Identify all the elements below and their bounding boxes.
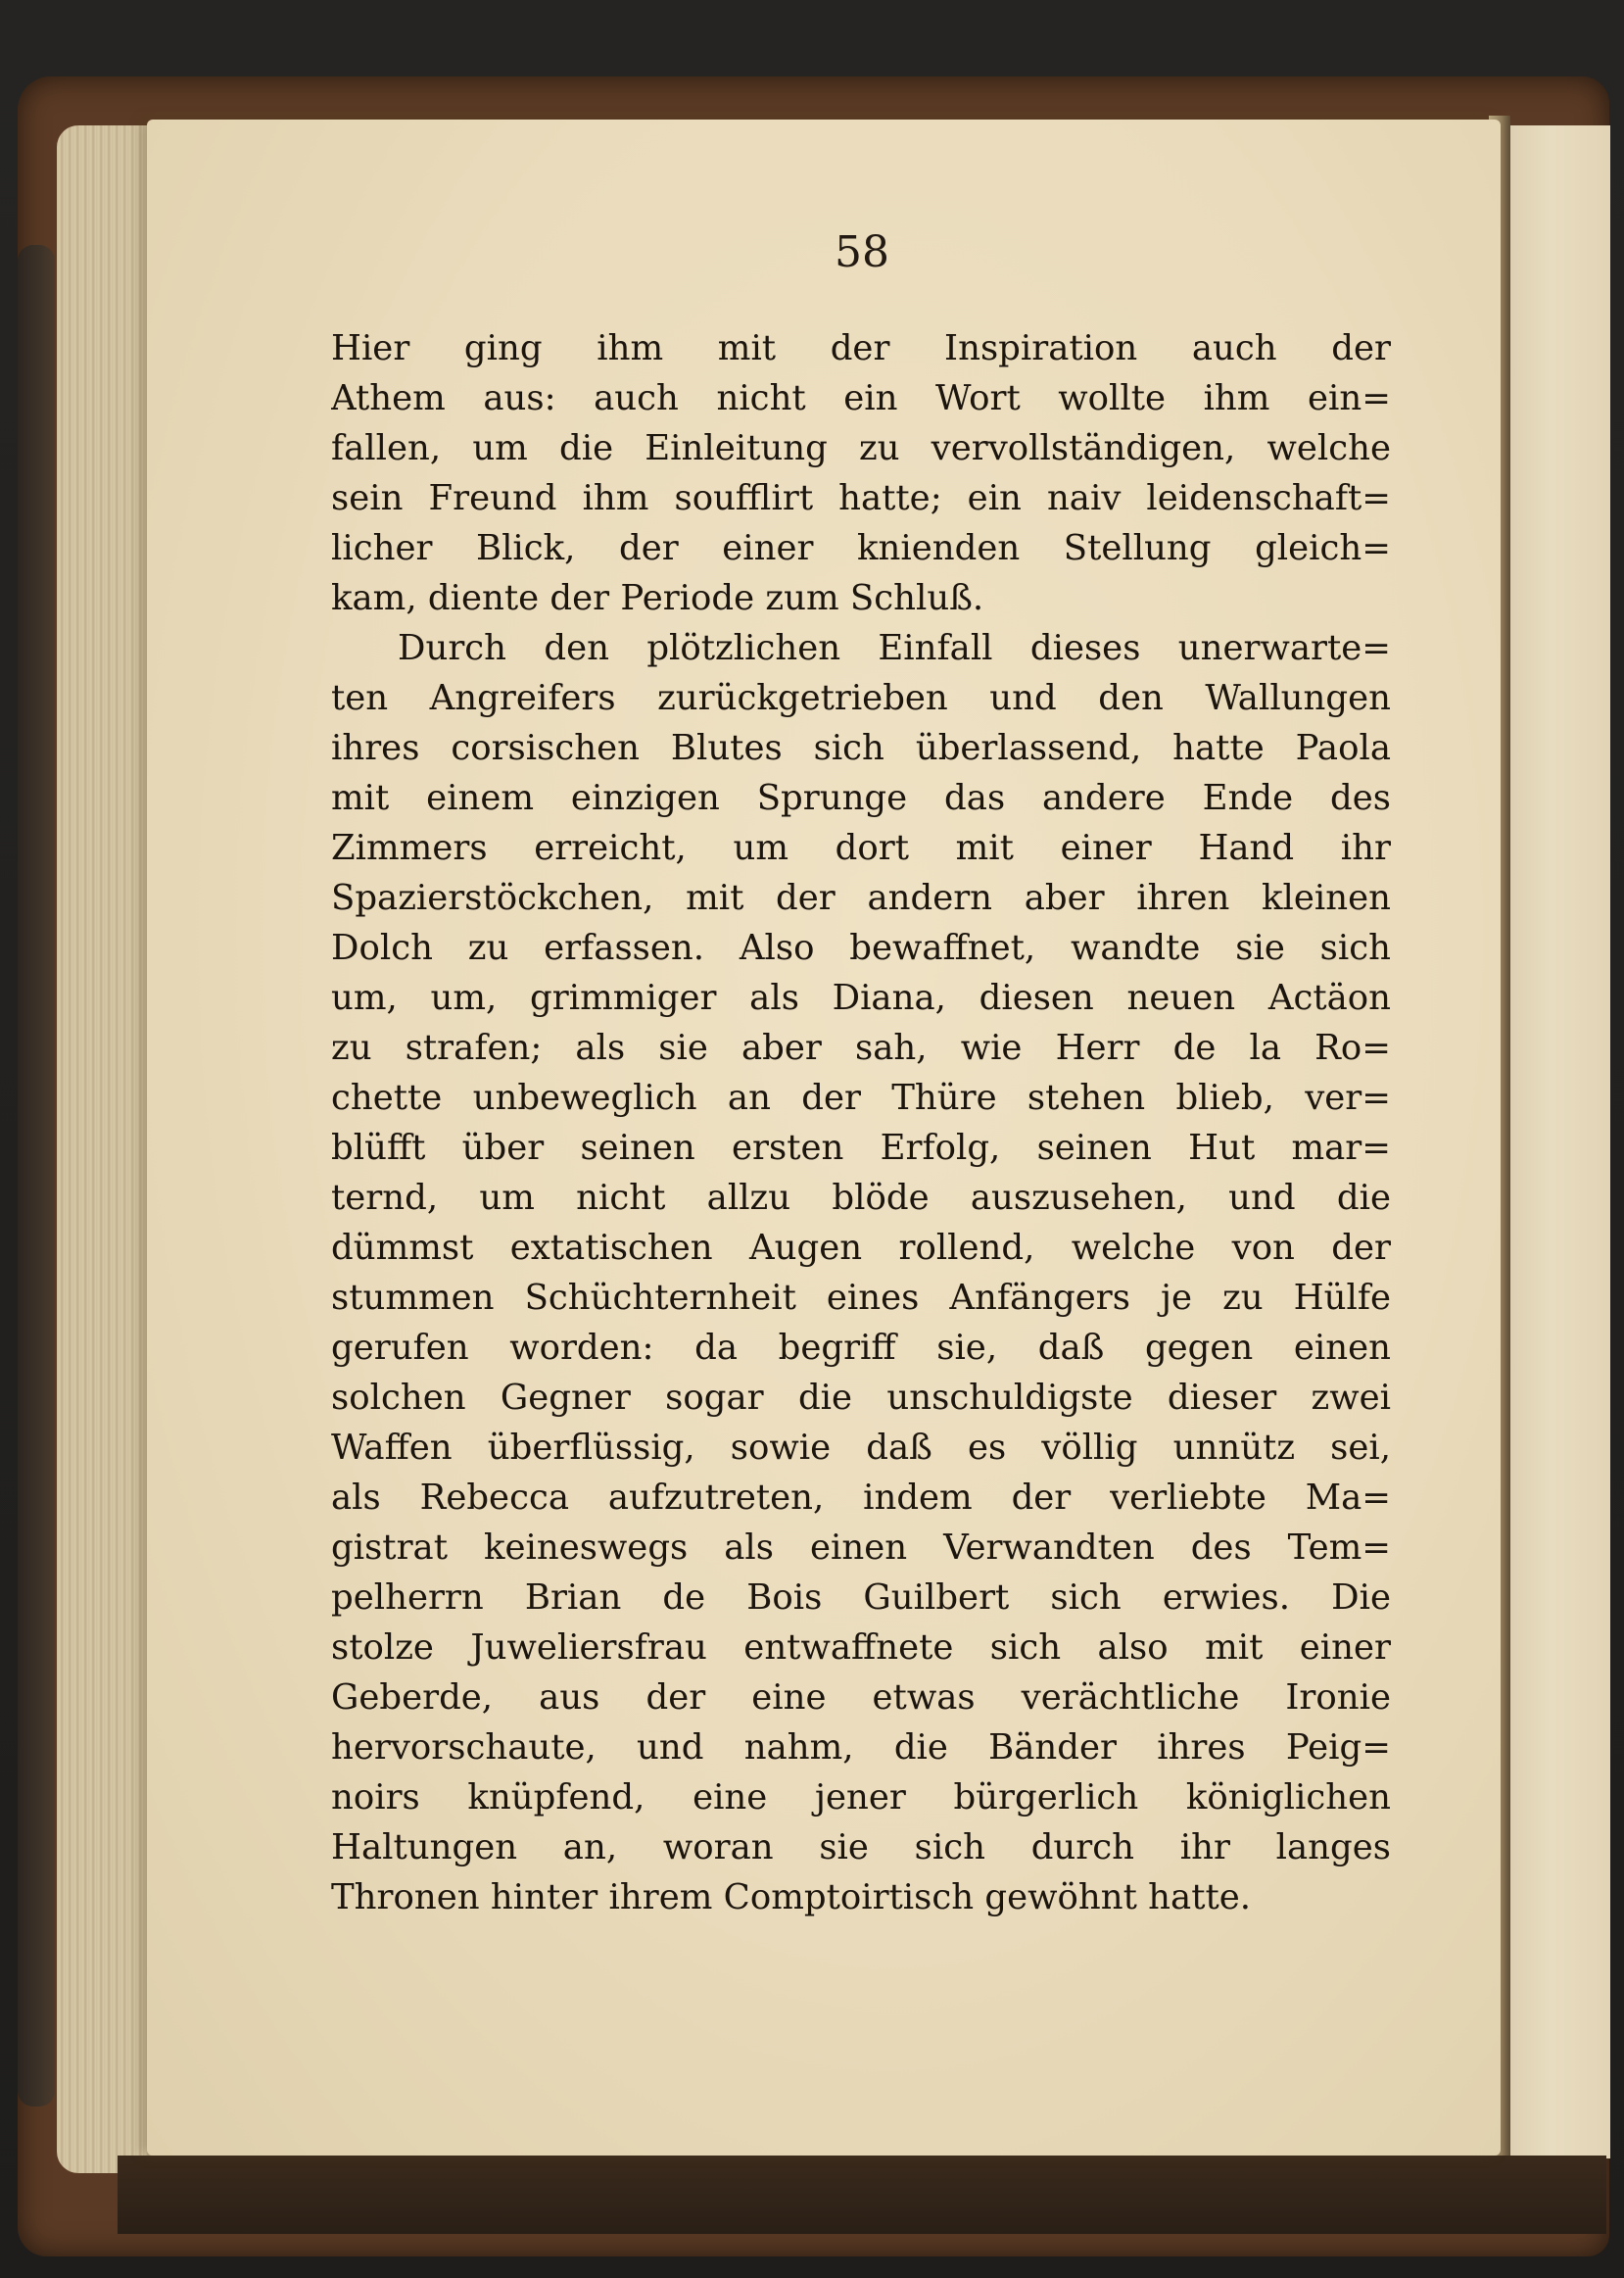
text-line: hervorschaute, und nahm, die Bänder ihres Peig=	[331, 1727, 1391, 1768]
text-line: gerufen worden: da begriff sie, daß gegen einen	[331, 1328, 1391, 1368]
facing-page-edge	[1510, 125, 1610, 2158]
text-line: chette unbeweglich an der Thüre stehen blieb, ver=	[331, 1078, 1391, 1118]
text-line: ten Angreifers zurückgetrieben und den Wallungen	[331, 678, 1391, 718]
text-line: Dolch zu erfassen. Also bewaffnet, wandte sie sich	[331, 928, 1391, 968]
text-line: kam, diente der Periode zum Schluß.	[331, 578, 984, 618]
text-line: Haltungen an, woran sie sich durch ihr langes	[331, 1827, 1391, 1867]
text-line: stolze Juweliersfrau entwaffnete sich also mit einer	[331, 1627, 1391, 1668]
text-line: blüfft über seinen ersten Erfolg, seinen Hut mar=	[331, 1128, 1391, 1168]
text-line: sein Freund ihm soufflirt hatte; ein naiv leidenschaft=	[331, 478, 1391, 518]
text-line: mit einem einzigen Sprunge das andere Ende des	[331, 778, 1391, 818]
page-number: 58	[835, 227, 889, 277]
text-line: Thronen hinter ihrem Comptoirtisch gewöhnt hatte.	[331, 1877, 1252, 1917]
text-line: ternd, um nicht allzu blöde auszusehen, und die	[331, 1178, 1391, 1218]
text-line: stummen Schüchternheit eines Anfängers je zu Hülfe	[331, 1278, 1391, 1318]
text-line: Athem aus: auch nicht ein Wort wollte ihm ein=	[331, 378, 1391, 418]
text-line: pelherrn Brian de Bois Guilbert sich erwies. Die	[331, 1577, 1391, 1618]
body-text	[331, 323, 1391, 1922]
text-line: Hier ging ihm mit der Inspiration auch der	[331, 328, 1391, 368]
text-line: ihres corsischen Blutes sich überlassend, hatte Paola	[331, 728, 1391, 768]
text-line: Waffen überflüssig, sowie daß es völlig unnütz sei,	[331, 1428, 1391, 1468]
text-line: um, um, grimmiger als Diana, diesen neuen Actäon	[331, 978, 1391, 1018]
text-line: gistrat keineswegs als einen Verwandten des Tem=	[331, 1527, 1391, 1568]
text-line: dümmst extatischen Augen rollend, welche von der	[331, 1228, 1391, 1268]
text-line: Spazierstöckchen, mit der andern aber ihren kleinen	[331, 878, 1391, 918]
text-line: licher Blick, der einer knienden Stellung gleich=	[331, 528, 1391, 568]
text-line: Geberde, aus der eine etwas verächtliche Ironie	[331, 1677, 1391, 1718]
cover-spine-edge	[18, 245, 55, 2107]
text-line: solchen Gegner sogar die unschuldigste dieser zwei	[331, 1378, 1391, 1418]
text-line: als Rebecca aufzutreten, indem der verliebte Ma=	[331, 1478, 1391, 1518]
cover-bottom-edge	[118, 2156, 1606, 2234]
text-line: noirs knüpfend, eine jener bürgerlich königlichen	[331, 1777, 1391, 1818]
text-line: Zimmers erreicht, um dort mit einer Hand ihr	[331, 828, 1391, 868]
text-line: fallen, um die Einleitung zu vervollständigen, welche	[331, 428, 1391, 468]
text-line: Durch den plötzlichen Einfall dieses unerwarte=	[398, 628, 1391, 668]
text-line: zu strafen; als sie aber sah, wie Herr de la Ro=	[331, 1028, 1391, 1068]
